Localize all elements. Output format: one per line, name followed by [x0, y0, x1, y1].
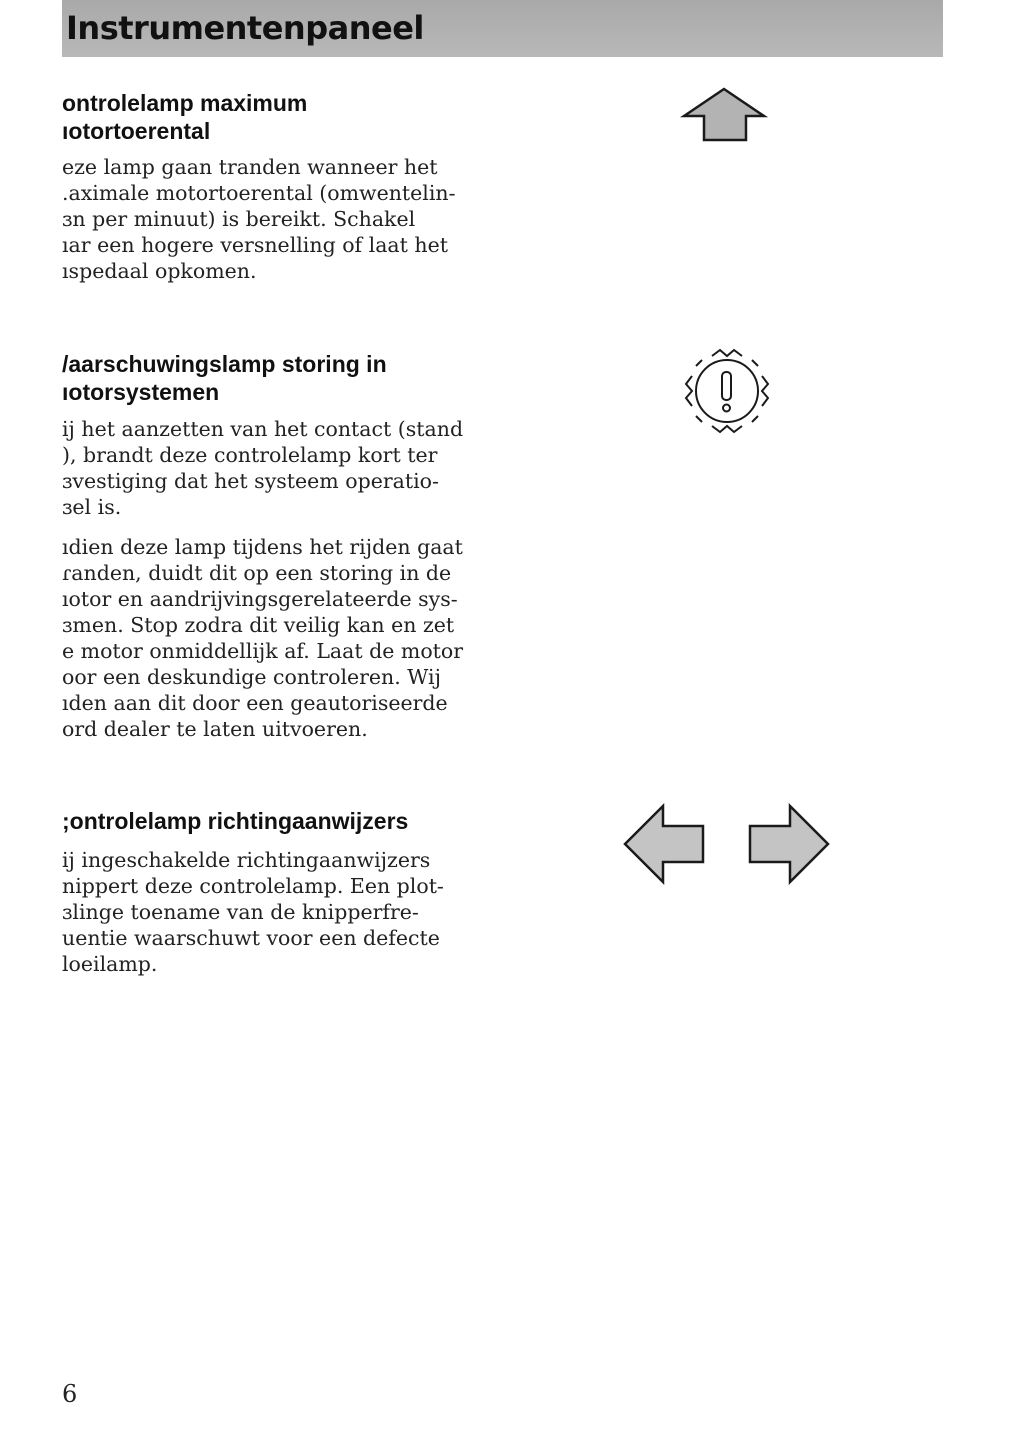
section-heading-max-rpm: ontrolelamp maximum ıotortoerental — [62, 90, 308, 144]
page-title: Instrumentenpaneel — [66, 9, 424, 47]
turn-signal-arrows-icon — [620, 800, 835, 888]
section-heading-engine-warning: /aarschuwingslamp storing in ıotorsystemen — [62, 351, 387, 405]
upshift-arrow-icon — [680, 86, 770, 146]
paragraph-engine-warning-1: ij het aanzetten van het contact (stand ), brandt deze controlelamp kort ter ɜvestiging dat het systeem operatio- ɜel is. — [62, 417, 464, 519]
paragraph-engine-warning-2: ıdien deze lamp tijdens het rijden gaat ɾanden, duidt dit op een storing in de ıotor en aandrijvingsgerelateerde sys- ɜmen. Stop zodra dit veilig kan en zet e motor onmiddellijk af. Laat de motor oor een deskundige controleren. Wij ıden aan dit door een geautoriseerde ord dealer te laten uitvoeren. — [62, 535, 464, 741]
paragraph-turn-signals: ij ingeschakelde richtingaanwijzers nippert deze controlelamp. Een plot- ɜlinge toename van de knipperfre- uentie waarschuwt voor een defecte loeilamp. — [62, 848, 444, 976]
engine-warning-gear-icon — [682, 346, 772, 436]
page-number: 6 — [62, 1380, 78, 1408]
section-heading-turn-signals: ;ontrolelamp richtingaanwijzers — [62, 808, 409, 834]
header-bar — [62, 0, 943, 57]
paragraph-max-rpm: eze lamp gaan tranden wanneer het .aximale motortoerental (omwentelin- ɜn per minuut) is bereikt. Schakel ıar een hogere versnelling of laat het ıspedaal opkomen. — [62, 155, 456, 283]
